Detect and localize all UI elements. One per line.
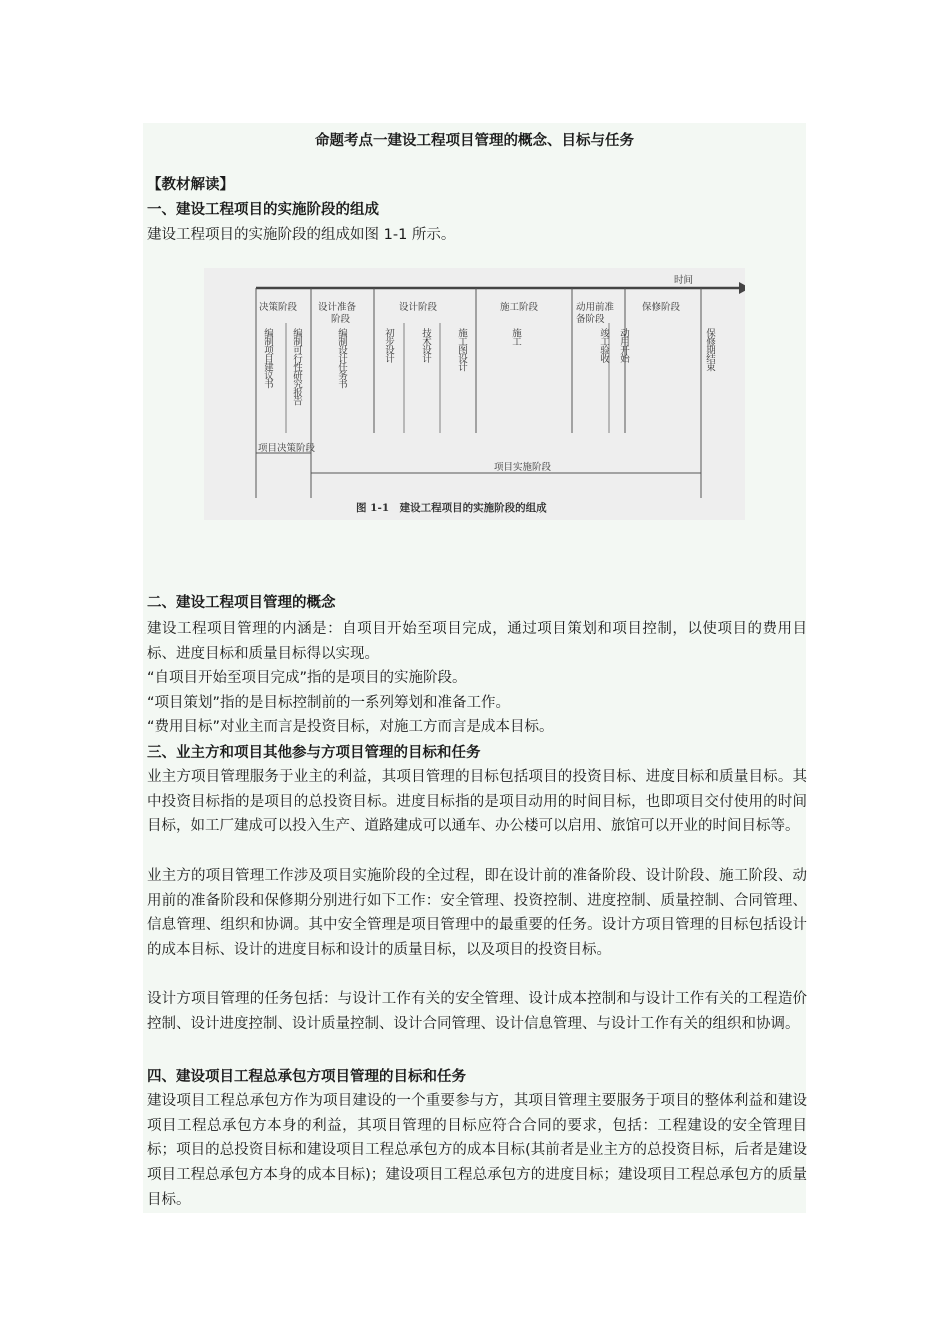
- event-completion-acceptance: 竣工验收: [598, 328, 609, 362]
- section-2-para-1: 建设工程项目管理的内涵是：自项目开始至项目完成，通过项目策划和项目控制，以使项目的费用目标、进度目标和质量目标得以实现。: [147, 621, 807, 662]
- event-construction-drawings: 施工图设计: [456, 328, 467, 371]
- section-3-heading: 三、业主方和项目其他参与方项目管理的目标和任务: [147, 745, 481, 761]
- phase-design-prep-line1: 设计准备: [318, 302, 357, 313]
- figure-1-1: [204, 268, 745, 520]
- time-axis-label: 时间: [674, 275, 694, 286]
- section-3-para-3: 设计方项目管理的任务包括：与设计工作有关的安全管理、设计成本控制和与设计工作有关的工程造价控制、设计进度控制、设计质量控制、设计合同管理、设计信息管理、与设计工作有关的组织和协调。: [147, 991, 807, 1032]
- implementation-span-label: 项目实施阶段: [494, 462, 552, 473]
- section-4-heading: 四、建设项目工程总承包方项目管理的目标和任务: [147, 1069, 466, 1085]
- document-title: 命题考点一建设工程项目管理的概念、目标与任务: [315, 133, 634, 149]
- section-2-heading: 二、建设工程项目管理的概念: [147, 595, 336, 611]
- section-2-para-3: “项目策划”指的是目标控制前的一系列筹划和准备工作。: [147, 695, 511, 711]
- event-start-of-use: 动用开始: [618, 328, 629, 362]
- section-3-para-2: 业主方的项目管理工作涉及项目实施阶段的全过程，即在设计前的准备阶段、设计阶段、施工阶段、动用前的准备阶段和保修期分别进行如下工作：安全管理、投资控制、进度控制、质量控制、合同管理、信息管理、组织和协调。其中安全管理是项目管理中的最重要的任务。设计方项目管理的目标包括设计的成本目标、设计的进度目标和设计的质量目标，以及项目的投资目标。: [147, 868, 807, 959]
- phase-design-prep-line2: 阶段: [331, 314, 351, 325]
- section-1-text: 建设工程项目的实施阶段的组成如图 1-1 所示。: [147, 227, 456, 243]
- event-preliminary-design: 初步设计: [383, 328, 394, 362]
- section-4-para-1: 建设项目工程总承包方作为项目建设的一个重要参与方，其项目管理主要服务于项目的整体利益和建设项目工程总承包方本身的利益，其项目管理的目标应符合合同的要求，包括：工程建设的安全管理目标；项目的总投资目标和建设项目工程总承包方的成本目标(其前者是业主方的总投资目标，后者是建设项目工程总承包方本身的成本目标)；建设项目工程总承包方的进度目标；建设项目工程总承包方的质量目标。: [147, 1093, 807, 1208]
- phase-construction: 施工阶段: [500, 302, 539, 313]
- section-1-heading: 一、建设工程项目的实施阶段的组成: [147, 202, 379, 218]
- event-technical-design: 技术设计: [420, 328, 431, 362]
- section-2-para-4: “费用目标”对业主而言是投资目标，对施工方而言是成本目标。: [147, 719, 554, 735]
- phase-pre-use-line2: 备阶段: [576, 314, 605, 325]
- section-2-para-2: “自项目开始至项目完成”指的是项目的实施阶段。: [147, 670, 467, 686]
- event-proposal: 编制项目建议书: [262, 328, 273, 388]
- phase-pre-use-line1: 动用前准: [576, 302, 615, 313]
- section-3-para-1: 业主方项目管理服务于业主的利益，其项目管理的目标包括项目的投资目标、进度目标和质量目标。其中投资目标指的是项目的总投资目标。进度目标指的是项目动用的时间目标，也即项目交付使用的时间目标，如工厂建成可以投入生产、道路建成可以通车、办公楼可以启用、旅馆可以开业的时间目标等。: [147, 769, 807, 835]
- event-construction: 施工: [510, 328, 521, 345]
- phase-decision: 决策阶段: [259, 302, 298, 313]
- figure-caption: 图 1-1 建设工程项目的实施阶段的组成: [356, 502, 547, 514]
- event-design-brief: 编制设计任务书: [336, 328, 347, 388]
- arrow-head-icon: [739, 282, 745, 294]
- decision-span-label: 项目决策阶段: [258, 443, 316, 454]
- phase-warranty: 保修阶段: [642, 302, 681, 313]
- event-warranty-end: 保修期结束: [704, 328, 715, 371]
- bracket-heading: 【教材解读】: [147, 177, 234, 193]
- phase-design: 设计阶段: [399, 302, 438, 313]
- document-page: [143, 123, 806, 1213]
- event-feasibility: 编制可行性研究报告: [291, 328, 302, 405]
